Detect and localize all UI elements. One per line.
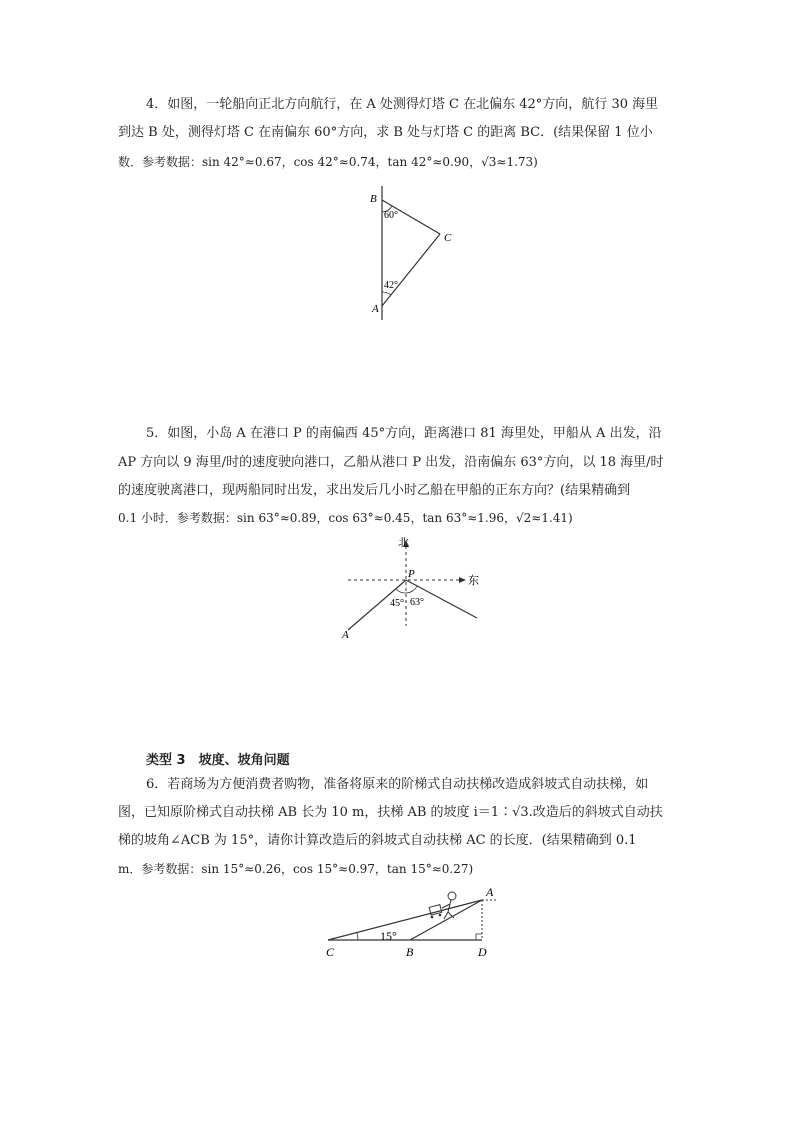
north-label: 北 [398,537,409,549]
angle-label-60: 60° [384,210,398,221]
angle-label-42: 42° [384,280,398,291]
right-angle-mark [476,934,482,940]
east-label: 东 [468,575,479,587]
problem-6-figure [320,880,510,960]
label-a: A [486,885,494,899]
problem-6-line-1: 6．若商场为方便消费者购物，准备将原来的阶梯式自动扶梯改造成斜坡式自动扶梯，如 [146,777,649,792]
problem-4-line-3: 数．参考数据：sin 42°≈0.67，cos 42°≈0.74，tan 42°≈0.90，√3≈1.73) [118,155,538,169]
problem-4-figure [360,186,470,322]
problem-6-line-3: 梯的坡角∠ACB 为 15°，请你计算改造后的斜坡式自动扶梯 AC 的长度．(结果精确到 0.1 [118,833,637,848]
problem-5-figure [340,534,490,644]
label-b: B [406,945,414,959]
problem-4-line-2: 到达 B 处，测得灯塔 C 在南偏东 60°方向，求 B 处与灯塔 C 的距离 BC．(结果保留 1 位小 [118,125,653,140]
angle-label-15: 15° [380,929,397,943]
section-heading: 类型 3 坡度、坡角问题 [146,753,290,768]
angle-label-45: 45° [390,598,404,609]
problem-6-line-4: m．参考数据：sin 15°≈0.26，cos 15°≈0.97，tan 15°≈0.27) [118,862,474,876]
label-d: D [478,945,487,959]
east-arrowhead [459,577,466,583]
label-c: C [326,945,335,959]
problem-6-line-2: 图，已知原阶梯式自动扶梯 AB 长为 10 m，扶梯 AB 的坡度 i＝1∶√3.改造后的斜坡式自动扶 [118,805,663,820]
angle-arc-15 [357,933,358,940]
angle-arc-a [382,292,391,295]
problem-5-line-4: 0.1 小时．参考数据：sin 63°≈0.89，cos 63°≈0.45，tan 63°≈1.96，√2≈1.41) [118,511,573,525]
label-p: P [408,568,415,580]
problem-4-line-1: 4．如图，一轮船向正北方向航行，在 A 处测得灯塔 C 在北偏东 42°方向，航行 30 海里 [146,97,659,112]
problem-5-line-3: 的速度驶离港口，现两船同时出发，求出发后几小时乙船在甲船的正东方向？(结果精确到 [118,483,631,498]
angle-label-63: 63° [410,597,424,608]
problem-5-line-2: AP 方向以 9 海里/时的速度驶向港口，乙船从港口 P 出发，沿南偏东 63°方向，以 18 海里/时 [118,455,664,470]
problem-5-line-1: 5．如图，小岛 A 在港口 P 的南偏西 45°方向，距离港口 81 海里处，甲船从 A 出发，沿 [146,426,662,441]
angle-arc-45 [396,589,406,593]
label-a: A [372,303,379,315]
label-b: B [370,193,377,205]
label-a: A [342,629,349,641]
person-with-cart-icon [429,892,456,919]
segment-ac [328,900,482,940]
label-c: C [444,232,452,244]
angle-arc-63 [406,586,417,593]
